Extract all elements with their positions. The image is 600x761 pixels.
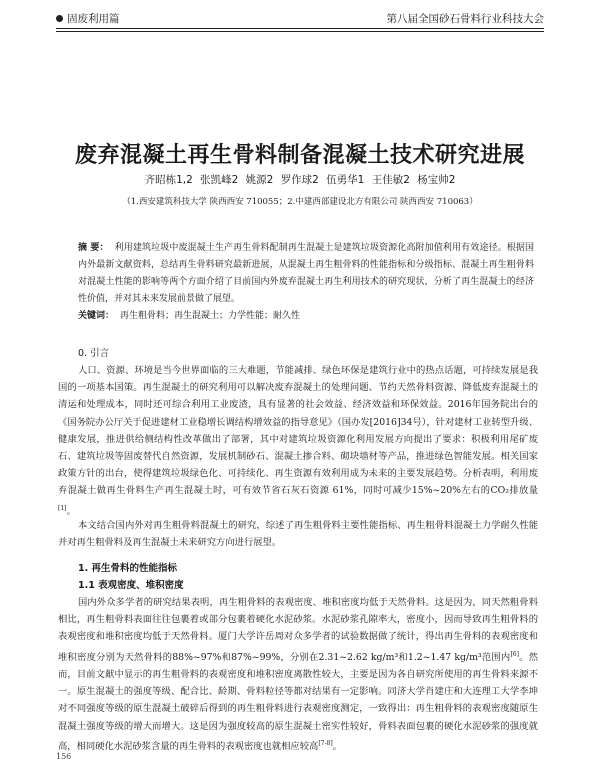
header-rule [56,28,544,29]
header-rule-thin [56,31,544,32]
abstract-text: 利用建筑垃圾中废混凝土生产再生骨料配制再生混凝土是建筑垃圾资源化高附加值利用有效途径。根据国内外最新文献资料，总结再生骨料研究最新进展，从混凝土再生粗骨料的性能指标和分级指标、混凝土再生粗骨料对混凝土性能的影响等两个方面介绍了目前国内外废弃混凝土再生利用技术的研究现状，分析了再生混凝土的经济性价值，并对其未来发展前景做了展望。 [78,243,534,304]
bullet-icon [56,15,63,22]
section-1-paragraph-1 [58,594,538,755]
subsection-1-1-heading: 1.1 表观密度、堆积密度 [78,580,184,591]
section-0-paragraph-2: 本文结合国内外对再生粗骨料混凝土的研究，综述了再生粗骨料主要性能指标、再生粗骨料混凝土力学耐久性能并对再生粗骨料及再生混凝土未来研究方向进行展望。 [58,520,538,549]
citation: [6] [510,650,519,658]
paragraph-continuation: 。然而，目前文献中显示的再生粗骨料的表观密度和堆积密度离散性较大，主要是因为各自研究所使用的再生骨料来源不一。原生混凝土的强度等级、配合比、龄期、骨料粒径等都对结果有一定影响。同济大学肖建庄和大连理工大学李坤对不同强度等级的原生混凝土破碎后得到的再生粗骨料进行表观密度测定，一致得出：再生粗骨料的表观密度随原生混凝土强度等级的增大而增大。这是因为强度较高的原生混凝土密实性较好，骨料表面包裹的硬化水泥砂浆的强度就高，相同硬化水泥砂浆含量的再生骨料的表观密度也就相应较高 [58,651,538,752]
section-0-heading: 0. 引言 [78,348,110,359]
citation: [1] [58,504,67,512]
paragraph-end: 。 [332,740,342,752]
keywords [78,308,534,321]
section-tag: 固废利用篇 [67,13,120,25]
header-left [56,11,120,26]
conference-name: 第八届全国砂石骨料行业科技大会 [386,13,544,25]
running-header [56,8,544,26]
paragraph-end: 。 [66,505,76,517]
paragraph-text: 国内外众多学者的研究结果表明，再生粗骨料的表观密度、堆积密度均低于天然骨料。这是因为，同天然粗骨料相比，再生粗骨料表面往往包裹着或部分包裹着硬化水泥砂浆。水泥砂浆孔隙率大，密度小，因而导致再生粗骨料的表观密度和堆积密度均低于天然骨料。厦门大学许岳周对众多学者的试验数据做了统计，得出再生骨料的表观密度和堆积密度分别为天然骨料的88%~97%和87%~99%，分别在2.31~2.62 kg/m³和1.2~1.47 kg/m³范围内 [58,597,538,663]
keywords-text: 再生粗骨料；再生混凝土；力学性能；耐久性 [120,311,301,321]
abstract [78,240,534,308]
abstract-label: 摘 要： [78,243,109,253]
paper-title: 废弃混凝土再生骨料制备混凝土技术研究进展 [74,143,525,168]
citation: [7-8] [318,739,333,747]
author-list: 齐昭栋1,2 张凯峰2 姚源2 罗作球2 伍勇华1 王佳敏2 杨宝帅2 [144,174,456,186]
page-number: 156 [56,752,72,761]
affiliation: （1.西安建筑科技大学 陕西西安 710055；2.中建西部建设北方有限公司 陕西西安 710063） [122,197,478,207]
section-0-paragraph-1 [58,362,538,520]
section-1-heading: 1. 再生骨料的性能指标 [78,563,178,574]
keywords-label: 关键词： [78,311,115,321]
paragraph-text: 人口、资源、环境是当今世界面临的三大难题，节能减排、绿色环保是建筑行业中的热点话题，可持续发展是我国的一项基本国策。再生混凝土的研究利用可以解决废弃混凝土的处理问题、节约天然骨料资源、降低废弃混凝土的清运和处理成本，同时还可综合利用工业废渣，具有显著的社会效益、经济效益和环保效益。2016年国务院出台的《国务院办公厅关于促进建材工业稳增长调结构增效益的指导意见》（国办发[2016]34号），针对建材工业转型升级、健康发展，推进供给侧结构性改革做出了部署，其中对建筑垃圾资源化利用发展方向提出了要求：积极利用尾矿废石、建筑垃圾等固废替代自然资源，发展机制砂石、混凝土掺合料、砌块墙材等产品，推进绿色智能发展。相关国家政策方针的出台，使得建筑垃圾绿色化、可持续化、再生资源有效利用成为未来的主要发展趋势。分析表明，利用废弃混凝土做再生骨料生产再生混凝土时，可有效节省石灰石资源 61%，同时可减少15%~20%左右的CO₂排放量 [58,365,538,497]
